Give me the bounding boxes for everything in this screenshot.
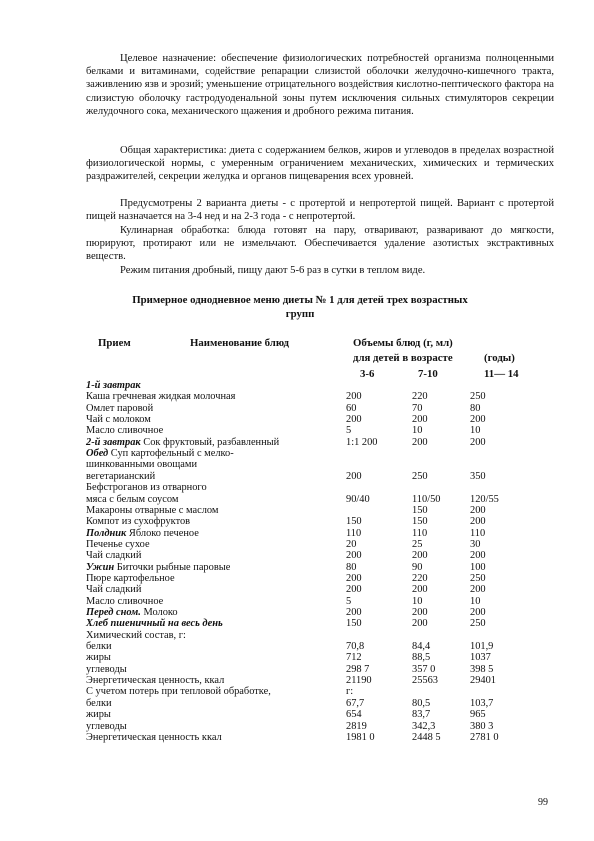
volume-v1: 20: [346, 538, 357, 550]
table-row: [0, 607, 594, 618]
volume-v3: 100: [470, 561, 486, 573]
table-row: [0, 562, 594, 573]
volume-v2: 200: [412, 414, 428, 426]
paragraph-variants: Предусмотрены 2 варианта диеты - с протертой и непротертой пищей. Вариант с протертой пищей назначается на 3-4 нед и на 2-3 года - с непротертой.: [86, 198, 554, 223]
volume-v3: 200: [470, 516, 486, 528]
meal-label: Хлеб пшеничный на весь день: [86, 618, 223, 630]
table-row: [0, 425, 594, 436]
volume-v3: 250: [470, 572, 486, 584]
dish-cell: [86, 459, 197, 470]
table-row: [0, 437, 594, 448]
volume-v3: 200: [470, 584, 486, 596]
dish-cell: [86, 675, 224, 686]
dish-name: жиры: [86, 652, 111, 664]
header-volumes: Объемы блюд (г, мл): [353, 337, 453, 349]
table-row: [0, 732, 594, 743]
dish-cell: [86, 630, 186, 641]
dish-name: Каша гречневая жидкая молочная: [86, 391, 236, 403]
header-age-3: 11— 14: [484, 368, 519, 380]
table-row: [0, 550, 594, 561]
volume-v2: 25: [412, 538, 423, 550]
dish-name: Чай сладкий: [86, 584, 142, 596]
volume-v3: 200: [470, 504, 486, 516]
dish-cell: [86, 403, 153, 414]
volume-v2: 80,5: [412, 697, 431, 709]
dish-name: мяса с белым соусом: [86, 493, 179, 505]
volume-v2: 84,4: [412, 641, 431, 653]
volume-v3: 110: [470, 527, 486, 539]
dish-name: вегетарианский: [86, 470, 156, 482]
menu-title: Примерное однодневное меню диеты № 1 для детей трех возрастных групп: [132, 294, 468, 320]
table-row: [0, 448, 594, 459]
volume-v3: 80: [470, 402, 481, 414]
dish-name: белки: [86, 697, 112, 709]
dish-name: Сок фруктовый, разбавленный: [140, 436, 280, 448]
header-age: для детей в возрасте: [353, 352, 453, 364]
volume-v2: 250: [412, 470, 428, 482]
dish-name: Чай сладкий: [86, 550, 142, 562]
volume-v1: 60: [346, 402, 357, 414]
volume-v1: 200: [346, 607, 362, 618]
dish-name: Яблоко печеное: [126, 527, 199, 539]
volume-v1: 80: [346, 561, 357, 573]
volume-v3: 103,7: [470, 697, 494, 709]
table-row: [0, 641, 594, 652]
page-number: 99: [538, 797, 548, 808]
header-age-2: 7-10: [418, 368, 438, 380]
paragraph-cooking: Кулинарная обработка: блюда готовят на пару, отваривают, разваривают до мягкости, пюрируют, протирают или не измельчают. Обеспечивается удаление азотистых экстрактивных веществ.: [86, 225, 554, 263]
table-row: [0, 573, 594, 584]
volume-v1: 90/40: [346, 493, 370, 505]
table-row: [0, 471, 594, 482]
table-row: [0, 630, 594, 641]
volume-v1: 2819: [346, 720, 367, 732]
dish-cell: [86, 584, 141, 595]
volume-v1: 5: [346, 425, 352, 437]
volume-v3: 200: [470, 550, 486, 562]
dish-cell: [86, 607, 178, 618]
header-years: (годы): [484, 352, 515, 364]
dish-cell: [86, 721, 127, 732]
table-row: [0, 459, 594, 470]
dish-cell: [86, 528, 199, 539]
volume-v2: 83,7: [412, 709, 431, 721]
volume-v3: 101,9: [470, 641, 494, 653]
volume-v2: 110/50: [412, 493, 441, 505]
dish-cell: [86, 482, 207, 493]
volume-v2: 200: [412, 607, 428, 618]
volume-v1: 200: [346, 470, 362, 482]
dish-cell: [86, 732, 222, 743]
volume-v1: 70,8: [346, 641, 365, 653]
dish-name: Энергетическая ценность ккал: [86, 731, 222, 743]
dish-cell: [86, 618, 223, 629]
dish-name: Макароны отварные с маслом: [86, 504, 219, 516]
dish-cell: [86, 664, 127, 675]
table-row: [0, 664, 594, 675]
volume-v2: 220: [412, 391, 428, 403]
dish-name: Пюре картофельное: [86, 572, 175, 584]
volume-v2: 10: [412, 595, 423, 607]
table-row: [0, 584, 594, 595]
volume-v1: 712: [346, 652, 362, 664]
volume-v3: 1037: [470, 652, 491, 664]
volume-v3: 965: [470, 709, 486, 721]
dish-cell: [86, 437, 279, 448]
dish-cell: [86, 562, 230, 573]
dish-cell: [86, 652, 111, 663]
table-row: [0, 528, 594, 539]
dish-name: Печенье сухое: [86, 538, 150, 550]
dish-name: Чай с молоком: [86, 414, 151, 426]
table-row: [0, 494, 594, 505]
header-meal: Прием: [98, 337, 131, 349]
dish-name: шинкованными овощами: [86, 459, 198, 471]
volume-v3: 200: [470, 414, 486, 426]
volume-v3: 10: [470, 595, 481, 607]
volume-v2: 200: [412, 584, 428, 596]
volume-v1: 200: [346, 584, 362, 596]
dish-name: Омлет паровой: [86, 402, 154, 414]
dish-name: Масло сливочное: [86, 425, 164, 437]
meal-label: Перед сном.: [86, 607, 141, 618]
dish-cell: [86, 425, 163, 436]
dish-cell: [86, 505, 219, 516]
table-row: [0, 414, 594, 425]
volume-v2: 90: [412, 561, 423, 573]
volume-v3: 120/55: [470, 493, 499, 505]
dish-cell: [86, 391, 235, 402]
header-dish-name: Наименование блюд: [190, 337, 289, 349]
dish-cell: [86, 494, 178, 505]
meal-label: Ужин: [86, 561, 115, 573]
table-row: [0, 482, 594, 493]
table-row: [0, 505, 594, 516]
dish-cell: [86, 573, 175, 584]
volume-v1: 110: [346, 527, 362, 539]
dish-cell: [86, 380, 141, 391]
meal-label: Полдник: [86, 527, 127, 539]
dish-cell: [86, 550, 141, 561]
volume-v1: 1:1 200: [346, 436, 378, 448]
volume-v2: 10: [412, 425, 423, 437]
volume-v1: 654: [346, 709, 362, 721]
table-row: [0, 516, 594, 527]
volume-v1: 298 7: [346, 663, 370, 675]
table-row: [0, 596, 594, 607]
volume-v2: 200: [412, 436, 428, 448]
dish-cell: [86, 709, 111, 720]
volume-v1: 67,7: [346, 697, 365, 709]
dish-name: углеводы: [86, 663, 127, 675]
volume-v3: 29401: [470, 675, 496, 687]
paragraph-regime: Режим питания дробный, пищу дают 5-6 раз в сутки в теплом виде.: [120, 265, 426, 276]
table-row: [0, 618, 594, 629]
volume-v2: 220: [412, 572, 428, 584]
dish-cell: [86, 414, 151, 425]
volume-v3: 30: [470, 538, 481, 550]
dish-name: белки: [86, 641, 112, 653]
volume-v1: г:: [346, 686, 354, 698]
table-row: [0, 391, 594, 402]
volume-v1: 21190: [346, 675, 372, 687]
volume-v2: 200: [412, 550, 428, 562]
volume-v3: 2781 0: [470, 731, 499, 743]
volume-v1: 150: [346, 618, 362, 630]
header-age-1: 3-6: [360, 368, 375, 380]
volume-v3: 250: [470, 618, 486, 630]
volume-v2: 88,5: [412, 652, 431, 664]
paragraph-characteristics: Общая характеристика: диета с содержанием белков, жиров и углеводов в пределах возрастной физиологической нормы, с умеренным ограничением механических, химических и термических раздражителей, секреции желудка и органов пищеварения всех уровней.: [86, 145, 554, 183]
volume-v3: 250: [470, 391, 486, 403]
paragraph-purpose: Целевое назначение: обеспечение физиологических потребностей организма полноценными белками и витаминами, содействие репарации слизистой оболочки желудочно-кишечного тракта, заживлению язв и эрозий; уменьшение отрицательного воздействия кислотно-пептического фактора на слизистую оболочку гастродуоденальной зоны путем исключения сильных стимуляторов секреции желудочного сока, механического щажения и дробного режима питания.: [86, 53, 554, 117]
dish-cell: [86, 539, 150, 550]
volume-v3: 380 3: [470, 720, 494, 732]
volume-v2: 342,3: [412, 720, 436, 732]
meal-label: 2-й завтрак: [86, 436, 141, 448]
table-row: [0, 721, 594, 732]
volume-v2: 150: [412, 504, 428, 516]
dish-name: Масло сливочное: [86, 595, 164, 607]
volume-v1: 150: [346, 516, 362, 528]
volume-v1: 5: [346, 595, 352, 607]
volume-v2: 2448 5: [412, 731, 441, 743]
dish-name: жиры: [86, 709, 111, 721]
dish-name: Компот из сухофруктов: [86, 516, 191, 528]
dish-name: Бефстроганов из отварного: [86, 482, 207, 494]
dish-cell: [86, 596, 163, 607]
volume-v3: 350: [470, 470, 486, 482]
volume-v3: 398 5: [470, 663, 494, 675]
table-row: [0, 709, 594, 720]
dish-name: С учетом потерь при тепловой обработке,: [86, 686, 271, 698]
dish-name: углеводы: [86, 720, 127, 732]
dish-cell: [86, 641, 112, 652]
meal-label: Обед: [86, 448, 109, 460]
dish-cell: [86, 516, 190, 527]
dish-name: Молоко: [140, 607, 178, 618]
table-row: [0, 686, 594, 697]
volume-v1: 1981 0: [346, 731, 375, 743]
table-row: [0, 698, 594, 709]
meal-label: 1-й завтрак: [86, 380, 141, 391]
dish-cell: [86, 471, 155, 482]
dish-name: Суп картофельный с мелко-: [108, 448, 234, 460]
dish-cell: [86, 686, 271, 697]
volume-v2: 110: [412, 527, 428, 539]
volume-v1: 200: [346, 391, 362, 403]
volume-v2: 357 0: [412, 663, 436, 675]
volume-v3: 10: [470, 425, 481, 437]
table-row: [0, 652, 594, 663]
volume-v1: 200: [346, 550, 362, 562]
volume-v2: 150: [412, 516, 428, 528]
dish-name: Биточки рыбные паровые: [114, 561, 231, 573]
volume-v3: 200: [470, 436, 486, 448]
table-row: [0, 403, 594, 414]
volume-v1: 200: [346, 414, 362, 426]
table-row: [0, 380, 594, 391]
volume-v2: 25563: [412, 675, 438, 687]
table-row: [0, 539, 594, 550]
table-row: [0, 675, 594, 686]
dish-cell: [86, 448, 234, 459]
volume-v2: 70: [412, 402, 423, 414]
volume-v2: 200: [412, 618, 428, 630]
dish-name: Энергетическая ценность, ккал: [86, 675, 225, 687]
volume-v1: 200: [346, 572, 362, 584]
dish-name: Химический состав, г:: [86, 629, 186, 641]
dish-cell: [86, 698, 112, 709]
volume-v3: 200: [470, 607, 486, 618]
